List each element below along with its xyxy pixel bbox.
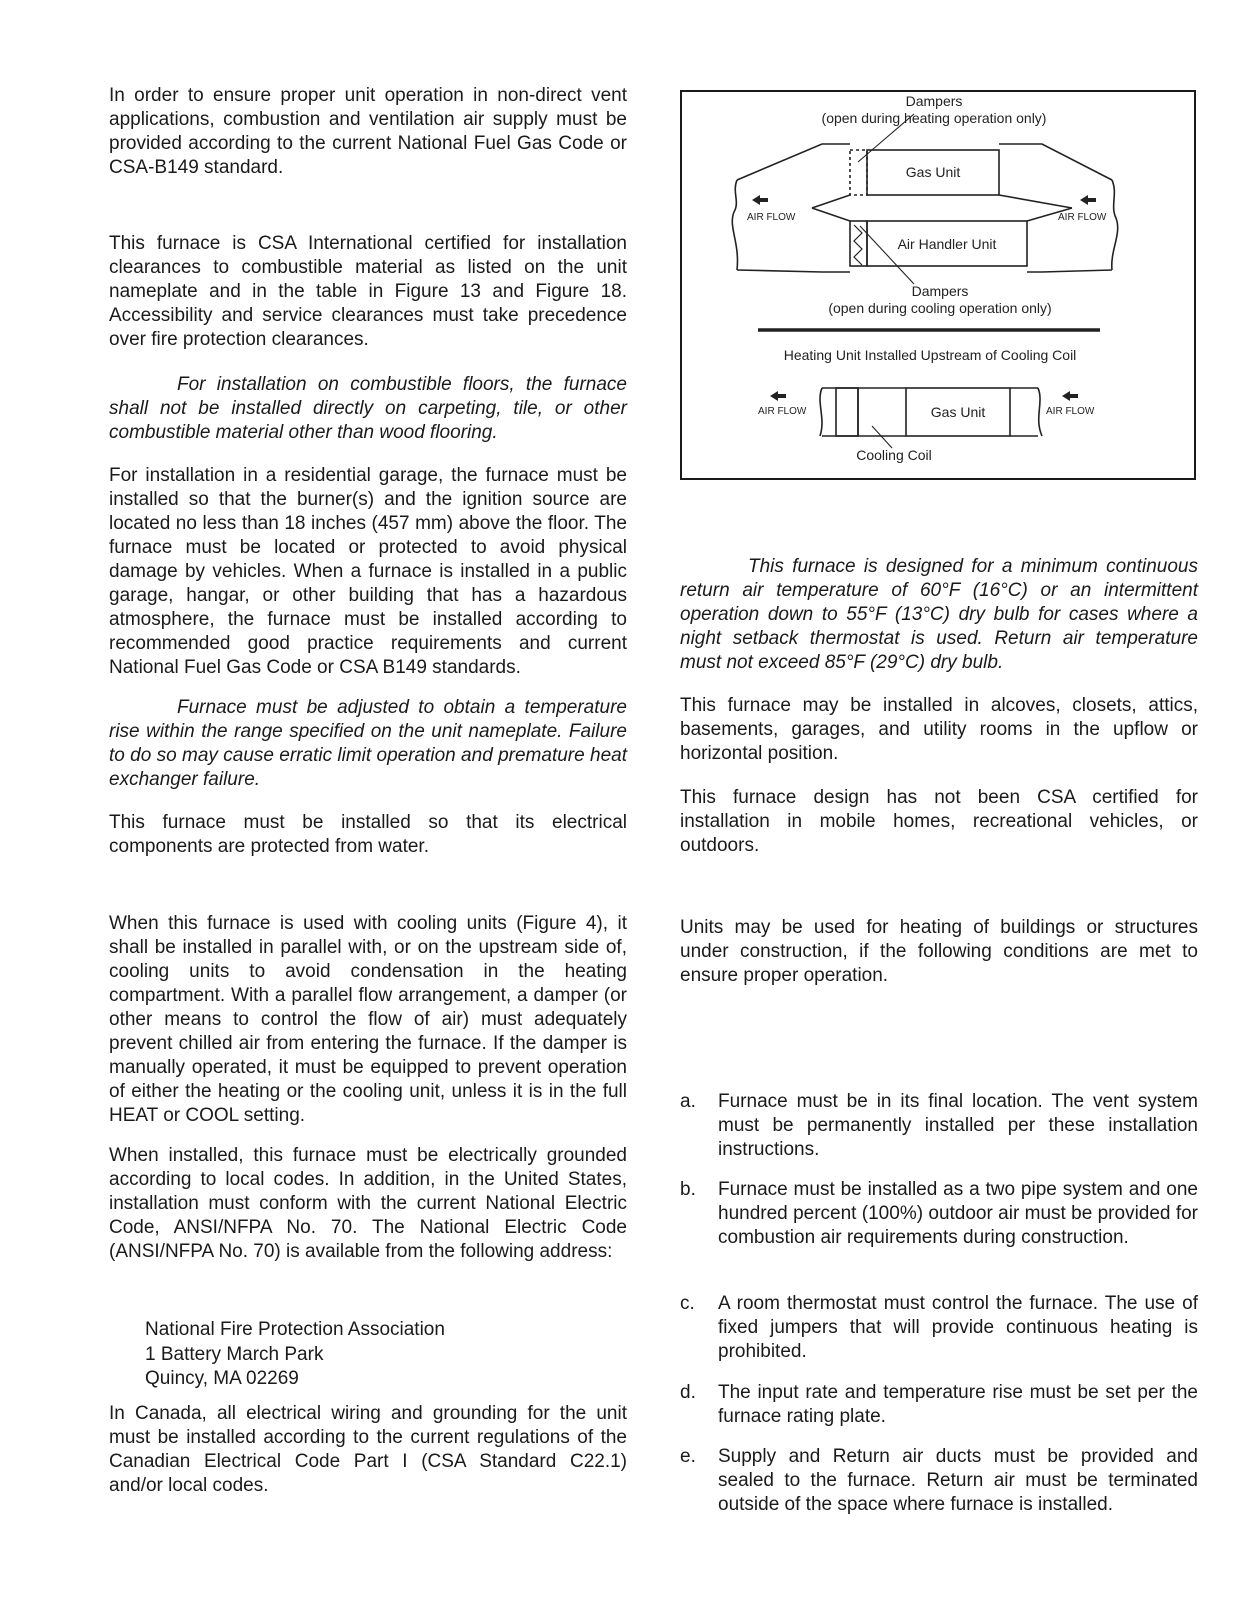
air-handler-unit-label: Air Handler Unit (897, 236, 997, 252)
list-item (680, 1178, 1198, 1250)
upstream-caption: Heating Unit Installed Upstream of Cooling Coil (783, 347, 1077, 363)
electrical-water-paragraph: This furnace must be installed so that its electrical components are protected from water. (109, 812, 627, 857)
construction-heating-paragraph: Units may be used for heating of buildings or structures under construction, if the following conditions are met to ensure proper operation. (680, 917, 1198, 986)
installation-locations-paragraph: This furnace may be installed in alcoves, closets, attics, basements, garages, and utility rooms in the upflow or horizontal position. (680, 695, 1198, 764)
combustible-floors-note: For installation on combustible floors, the furnace shall not be installed directly on carpeting, tile, or other combustible material other than wood flooring. (109, 374, 627, 443)
list-item (680, 1292, 1198, 1364)
clearances-paragraph: This furnace is CSA International certified for installation clearances to combustible material as listed on the unit nameplate and in the table in Figure 13 and Figure 18. Accessibility and service clearances must take precedence over fire protection clearances. (109, 233, 627, 350)
list-marker: a. (680, 1091, 696, 1112)
air-flow-label: AIR FLOW (758, 406, 807, 417)
dampers-bottom-note: (open during cooling operation only) (828, 300, 1052, 316)
list-item (680, 1090, 1198, 1162)
temperature-rise-note: Furnace must be adjusted to obtain a temperature rise within the range specified on the unit nameplate. Failure to do so may cause erratic limit operation and premature heat exchanger failure. (109, 697, 627, 790)
address-line-2: 1 Battery March Park (145, 1343, 324, 1365)
list-marker: b. (680, 1179, 696, 1200)
list-marker: e. (680, 1446, 696, 1467)
left-arrow-icon (1062, 391, 1070, 401)
electrical-grounding-paragraph: When installed, this furnace must be electrically grounded according to local codes. In addition, in the United States, installation must conform with the current National Electric Code, ANSI/NFPA No. 70. The National Electric Code (ANSI/NFPA No. 70) is available from the following address: (109, 1145, 627, 1262)
nfpa-address (145, 1318, 445, 1392)
air-flow-label: AIR FLOW (747, 212, 796, 223)
list-item-text: The input rate and temperature rise must be set per the furnace rating plate. (718, 1382, 1198, 1427)
left-arrow-icon (770, 391, 778, 401)
dampers-top-label: Dampers (905, 93, 963, 109)
left-arrow-icon (752, 195, 760, 205)
list-item-text: A room thermostat must control the furnace. The use of fixed jumpers that will provide continuous heating is prohibited. (718, 1293, 1198, 1362)
list-marker: c. (680, 1293, 695, 1314)
list-item-text: Supply and Return air ducts must be provided and sealed to the furnace. Return air must be terminated outside of the space where furnace is installed. (718, 1446, 1198, 1515)
gas-unit-label: Gas Unit (905, 164, 961, 180)
air-flow-label: AIR FLOW (1046, 406, 1095, 417)
cooling-coil-label: Cooling Coil (856, 447, 932, 463)
cooling-arrangement-figure (680, 90, 1196, 480)
combustion-air-paragraph: In order to ensure proper unit operation in non-direct vent applications, combustion and ventilation air supply must be provided according to the current National Fuel Gas Code or CSA-B149 standard. (109, 85, 627, 178)
list-item-text: Furnace must be in its final location. The vent system must be permanently installed per these installation instructions. (718, 1091, 1198, 1160)
figure-diagram (682, 92, 1194, 478)
lower-gas-unit-label: Gas Unit (930, 404, 986, 420)
dampers-bottom-label: Dampers (911, 283, 969, 299)
return-air-temperature-note: This furnace is designed for a minimum continuous return air temperature of 60°F (16°C) or an intermittent operation down to 55°F (13°C) dry bulb for cases where a night setback thermostat is used. Return air temperature must not exceed 85°F (29°C) dry bulb. (680, 556, 1198, 673)
dampers-top-note: (open during heating operation only) (821, 110, 1047, 126)
list-item (680, 1445, 1198, 1517)
air-flow-label: AIR FLOW (1058, 212, 1107, 223)
address-line-3: Quincy, MA 02269 (145, 1368, 299, 1389)
cooling-units-paragraph: When this furnace is used with cooling units (Figure 4), it shall be installed in parallel with, or on the upstream side of, cooling units to avoid condensation in the heating compartment. With a parallel flow arrangement, a damper (or other means to control the flow of air) must adequately prevent chilled air from entering the furnace. If the damper is manually operated, it must be equipped to prevent operation of either the heating or the cooling unit, unless it is in the full HEAT or COOL setting. (109, 913, 627, 1126)
left-arrow-icon (1080, 195, 1088, 205)
list-item-text: Furnace must be installed as a two pipe system and one hundred percent (100%) outdoor air must be provided for combustion air requirements during construction. (718, 1179, 1198, 1248)
residential-garage-paragraph: For installation in a residential garage, the furnace must be installed so that the burner(s) and the ignition source are located no less than 18 inches (457 mm) above the floor. The furnace must be located or protected to avoid physical damage by vehicles. When a furnace is installed in a public garage, hangar, or other building that has a hazardous atmosphere, the furnace must be installed according to recommended good practice requirements and current National Fuel Gas Code or CSA B149 standards. (109, 465, 627, 678)
list-item (680, 1381, 1198, 1429)
address-line-1: National Fire Protection Association (145, 1319, 445, 1340)
list-marker: d. (680, 1382, 696, 1403)
canada-wiring-paragraph: In Canada, all electrical wiring and grounding for the unit must be installed according to the current regulations of the Canadian Electrical Code Part I (CSA Standard C22.1) and/or local codes. (109, 1403, 627, 1496)
not-certified-paragraph: This furnace design has not been CSA certified for installation in mobile homes, recreational vehicles, or outdoors. (680, 787, 1198, 856)
